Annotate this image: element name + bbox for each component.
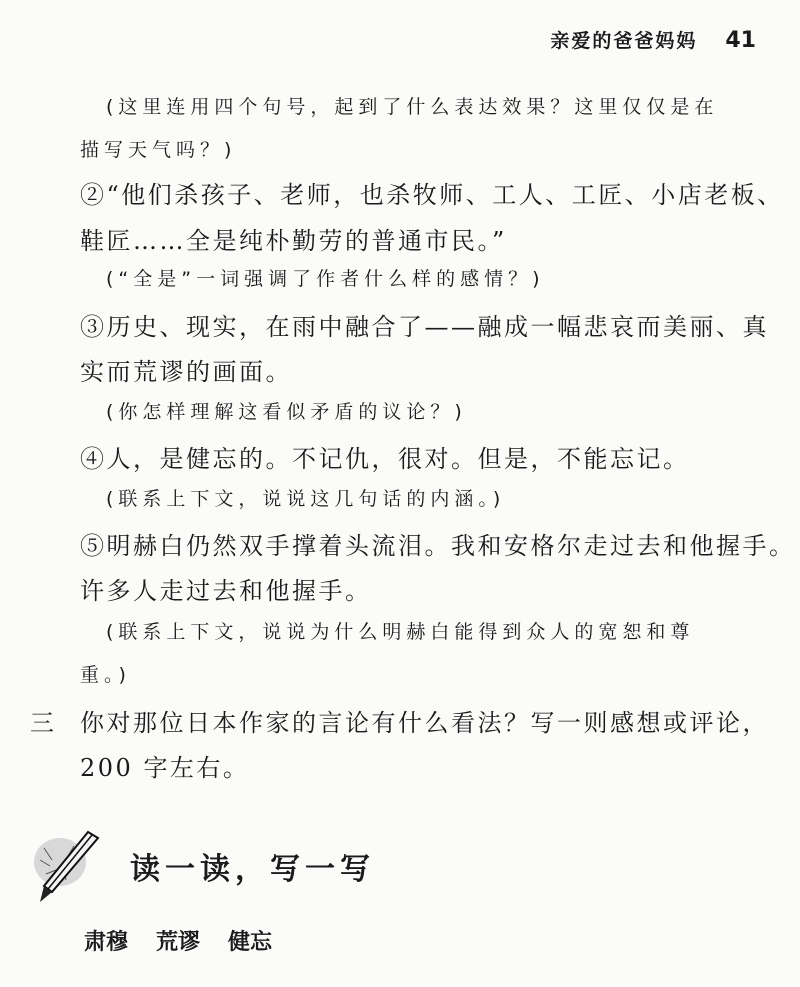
section-3-line-2: 200 字左右。 [80,754,250,782]
pen-icon [30,826,102,906]
running-title: 亲爱的爸爸妈妈 [550,30,698,52]
question-2-line-2: 鞋匠……全是纯朴勤劳的普通市民。” [80,227,507,255]
vocab-word: 荒谬 [156,930,201,955]
question-3-line-1: ③历史、现实，在雨中融合了——融成一幅悲哀而美丽、真 [80,313,769,341]
question-2-note: (“全是”一词强调了作者什么样的感情？) [106,268,545,290]
page-number: 41 [725,28,756,53]
question-5-line-1: ⑤明赫白仍然双手撑着头流泪。我和安格尔走过去和他握手。 [80,532,796,560]
question-5-note-line-1: (联系上下文，说说为什么明赫白能得到众人的宽恕和尊 [106,621,695,643]
question-5-note-line-2: 重。) [80,664,131,686]
question-5-line-2: 许多人走过去和他握手。 [80,577,372,605]
question-4-note: (联系上下文，说说这几句话的内涵。) [106,488,506,510]
question-3-note: (你怎样理解这看似矛盾的议论？) [106,401,467,423]
reading-section-title: 读一读，写一写 [130,852,375,887]
question-2-line-1: ②“他们杀孩子、老师，也杀牧师、工人、工匠、小店老板、 [80,181,784,209]
page-header [550,26,756,53]
section-3-line-1: 你对那位日本作家的言论有什么看法？写一则感想或评论， [80,709,769,737]
reading-section-heading [30,826,375,906]
vocabulary-list [84,925,272,956]
question-4-line-1: ④人，是健忘的。不记仇，很对。但是，不能忘记。 [80,445,690,473]
question-1-note-line-2: 描写天气吗？) [80,139,237,161]
vocab-word: 健忘 [228,930,273,955]
question-3-line-2: 实而荒谬的画面。 [80,358,292,386]
question-1-note-line-1: (这里连用四个句号，起到了什么表达效果？这里仅仅是在 [106,96,719,118]
vocab-word: 肃穆 [84,930,129,955]
section-3-label: 三 [30,709,54,737]
